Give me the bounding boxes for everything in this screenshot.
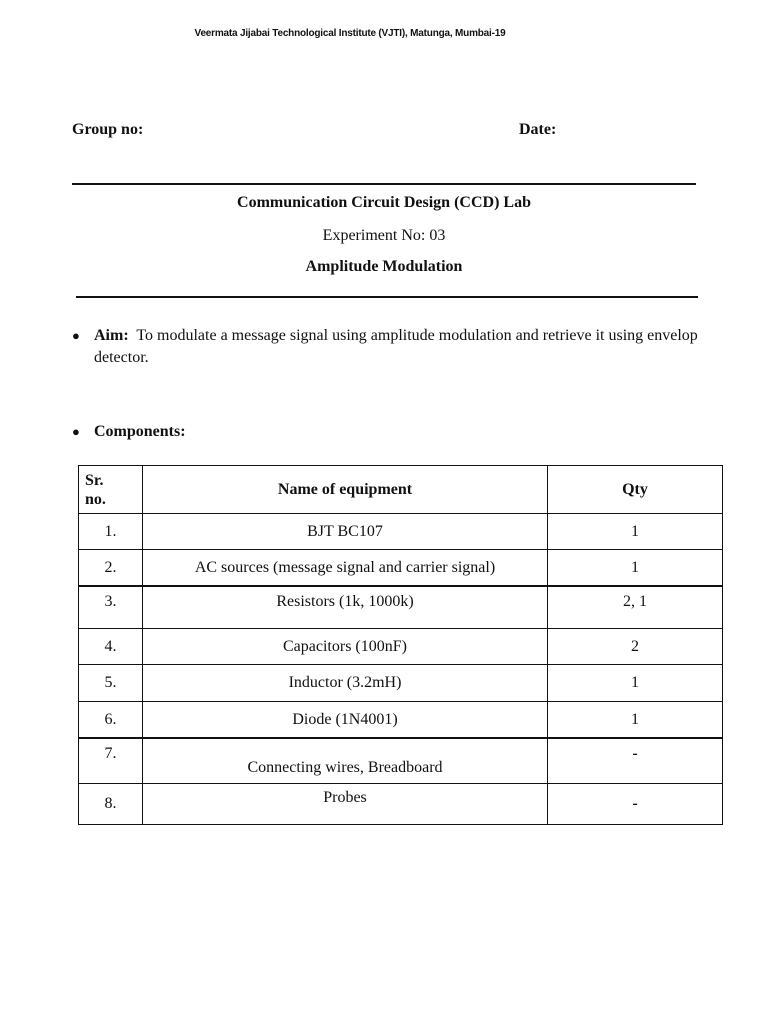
row-name: Inductor (3.2mH) [143,665,548,702]
row-sr: 1. [79,514,143,550]
header-equipment-name: Name of equipment [143,466,548,514]
table-header-row [79,466,723,514]
institute-header: Veermata Jijabai Technological Institute (VJTI), Matunga, Mumbai-19 [194,28,506,39]
aim-text: To modulate a message signal using amplitude modulation and retrieve it using envelop detector. [94,327,698,366]
row-qty: 1 [548,550,723,587]
row-sr: 2. [79,550,143,587]
components-table [78,465,723,825]
top-divider [72,183,696,185]
bullet-icon: ● [72,424,80,439]
table-row [79,784,723,825]
row-sr: 8. [79,784,143,825]
row-qty: - [548,738,723,784]
table-row [79,514,723,550]
row-qty: 1 [548,514,723,550]
header-sr-no: Sr. no. [79,466,143,514]
row-qty: 2 [548,629,723,665]
components-label: Components: [94,423,186,440]
aim-item [72,325,702,371]
row-qty: 2, 1 [548,586,723,629]
row-sr: 5. [79,665,143,702]
row-qty: - [548,784,723,825]
row-name: Diode (1N4001) [143,702,548,739]
row-qty: 1 [548,665,723,702]
row-name: AC sources (message signal and carrier signal) [143,550,548,587]
course-title: Communication Circuit Design (CCD) Lab [237,194,531,211]
bottom-divider [76,296,698,298]
bullet-icon: ● [72,328,80,343]
components-item [72,421,702,443]
date-label: Date: [519,121,557,138]
table-row [79,586,723,629]
header-qty: Qty [548,466,723,514]
row-name: Connecting wires, Breadboard [143,738,548,784]
row-name: Resistors (1k, 1000k) [143,586,548,629]
table-row [79,665,723,702]
table-row [79,550,723,587]
table-row [79,629,723,665]
table-row [79,702,723,739]
row-sr: 3. [79,586,143,629]
row-sr: 6. [79,702,143,739]
table-row [79,738,723,784]
experiment-topic: Amplitude Modulation [305,258,463,275]
row-name: BJT BC107 [143,514,548,550]
row-name: Probes [143,784,548,825]
experiment-number: Experiment No: 03 [322,227,446,244]
row-sr: 4. [79,629,143,665]
aim-label: Aim: [94,327,129,344]
group-label: Group no: [72,121,144,138]
row-sr: 7. [79,738,143,784]
row-name: Capacitors (100nF) [143,629,548,665]
row-qty: 1 [548,702,723,739]
